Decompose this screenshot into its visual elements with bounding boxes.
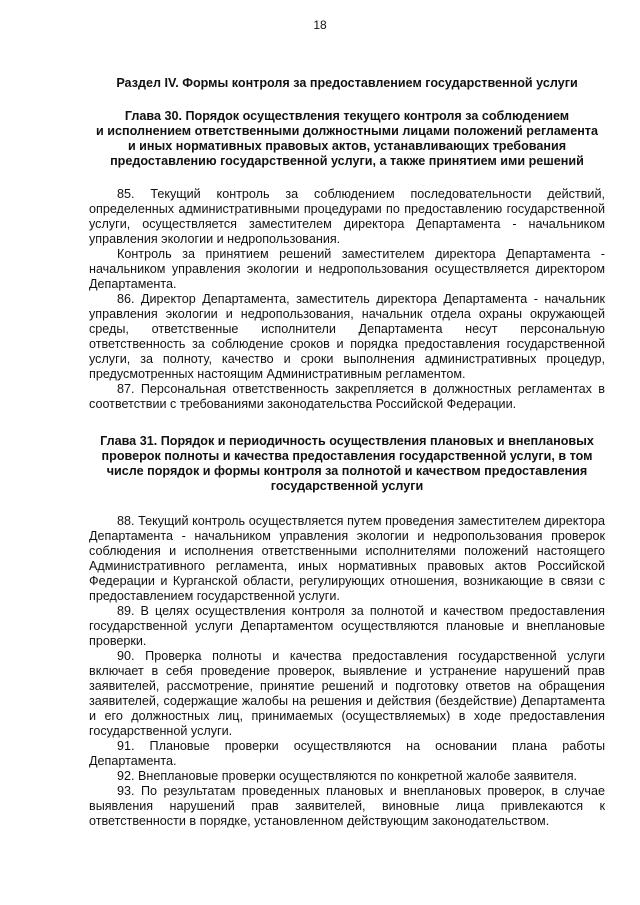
paragraph-85-control: Контроль за принятием решений заместителем директора Департамента - начальником управления экологии и недропользования осуществляется директором Департамента. [89,247,605,291]
paragraph-93: 93. По результатам проведенных плановых и внеплановых проверок, в случае выявления нарушений прав заявителей, виновные лица привлекаются к ответственности в порядке, установленном действующим законодательством. [89,784,605,828]
paragraph-87: 87. Персональная ответственность закрепляется в должностных регламентах в соответствии с требованиями законодательства Российской Федерации. [89,382,605,411]
chapter-title-line: Глава 31. Порядок и периодичность осуществления плановых и внеплановых [100,434,594,448]
chapter-title-line: предоставлению государственной услуги, а также принятием ими решений [110,154,584,168]
chapter-title-line: Глава 30. Порядок осуществления текущего контроля за соблюдением [124,109,570,123]
paragraph-89: 89. В целях осуществления контроля за полнотой и качеством предоставления государственной услуги Департаментом осуществляются плановые и внеплановые проверки. [89,604,605,648]
paragraph-92: 92. Внеплановые проверки осуществляются по конкретной жалобе заявителя. [117,769,578,783]
chapter-title-line: проверок полноты и качества предоставления государственной услуги, в том [101,449,593,463]
paragraph-85: 85. Текущий контроль за соблюдением последовательности действий, определенных административными процедурами по предоставлению государственной услуги, осуществляется заместителем директора Департамента - начальником управления экологии и недропользования. [89,187,605,246]
section-title: Раздел IV. Формы контроля за предоставлением государственной услуги [116,76,578,90]
chapter-30-title [89,109,605,169]
paragraph-91: 91. Плановые проверки осуществляются на основании плана работы Департамента. [89,739,605,768]
chapter-title-line: и исполнением ответственными должностными лицами положений регламента [96,124,598,138]
document-body [89,76,605,829]
paragraph-90: 90. Проверка полноты и качества предоставления государственной услуги включает в себя проведение проверок, выявление и устранение нарушений прав заявителей, рассмотрение, принятие решений и подготовку ответов на обращения заявителей, содержащие жалобы на решения и действия (бездействие) Департамента и его должностных лиц, принимаемых (осуществляемых) в ходе предоставления государственной услуги. [89,649,605,738]
chapter-title-line: государственной услуги [270,479,424,493]
chapter-title-line: числе порядок и формы контроля за полнотой и качеством предоставления [106,464,588,478]
chapter-title-line: и иных нормативных правовых актов, устанавливающих требования [127,139,567,153]
paragraph-88: 88. Текущий контроль осуществляется путем проведения заместителем директора Департамента - начальником управления экологии и недропользования проверок соблюдения и исполнения ответственными исполнителями положений настоящего Административного регламента, иных нормативных правовых актов Российской Федерации и Курганской области, регулирующих отношения, возникающие в связи с предоставлением государственной услуги. [89,514,605,603]
page-number: 18 [313,18,327,32]
chapter-31-title [89,434,605,494]
paragraph-86: 86. Директор Департамента, заместитель директора Департамента - начальник управления экологии и недропользования, начальник отдела охраны окружающей среды, ответственные исполнители Департамента несут персональную ответственность за соблюдение сроков и порядка предоставления государственной услуги, за полноту, качество и сроки выполнения административных процедур, предусмотренных настоящим Административным регламентом. [89,292,605,381]
